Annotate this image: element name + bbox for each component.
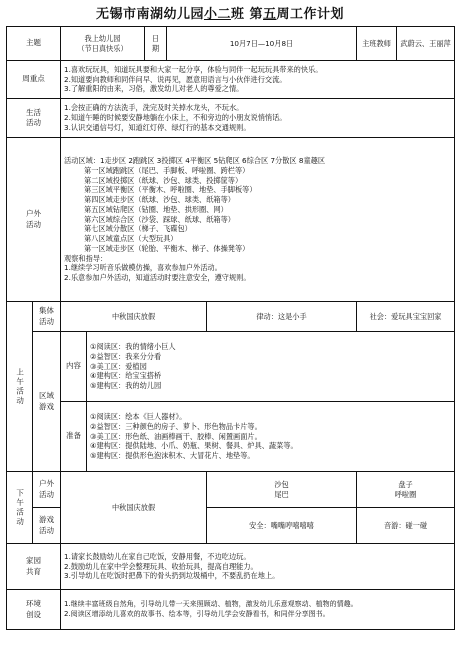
life-label-2: 活动 [26,118,41,127]
afternoon-outdoor-label-1: 户外 [39,479,54,489]
collective-item-2: 律动：这是小手 [207,302,357,332]
focus-line: 1.喜欢玩玩具，知道玩具要和大家一起分享，体验与同伴一起玩玩具带来的快乐。 [64,64,323,74]
theme-line-2: （节日真快乐） [77,43,128,53]
life-line: 2.知道午睡的时候要安静地躺在小床上，不和旁边的小朋友说悄悄话。 [64,113,287,123]
area-content-item: ①阅读区：我的情绪小巨人 [90,342,176,352]
afternoon-game-label [33,508,61,544]
outdoor-guide-line: 2.乐意参加户外活动，知道活动时要注意安全，遵守规则。 [64,272,251,282]
home-label [7,544,61,590]
focus-label: 周重点 [7,61,61,99]
plan-table [6,26,455,630]
outdoor-area-item: 第一区域跑跳区（尾巴、手脚板、呼啦圈、跨栏等） [84,166,250,176]
date-value: 10月7日—10月8日 [167,27,357,61]
outdoor-row [7,138,455,302]
focus-line: 3.了解重阳的由来，习俗，激发幼儿对老人的尊爱之情。 [64,84,244,94]
teacher-label: 主班教师 [357,27,397,61]
outdoor-area-item: 第七区域分散区（梯子、飞碟包） [84,224,192,234]
environment-label-2: 创设 [26,609,41,619]
area-prep-row [7,402,455,472]
area-label-1: 区域 [39,391,54,401]
outdoor-area-item: 第三区域平衡区（平衡木、呼啦圈、地垫、手脚板等） [84,185,257,195]
environment-line: 2.阅读区增添幼儿喜欢的故事书、绘本等，引导幼儿学会安静看书，和同伴分享图书。 [64,609,330,618]
environment-label [7,590,61,630]
afternoon-outdoor-a [207,472,357,508]
content-label: 内容 [61,332,87,402]
prep-label: 准备 [61,402,87,472]
area-prep-item: ①阅读区：绘本《巨人器材》。 [90,412,187,422]
outdoor-intro: 活动区域：1走步区 2跑跳区 3投掷区 4平衡区 5钻爬区 6综合区 7分散区 8童趣区 [64,156,326,166]
afternoon-game-label-2: 活动 [39,525,54,535]
header-row [7,27,455,61]
life-line: 3.认识交通信号灯，知道红灯停、绿灯行的基本交通规则。 [64,122,251,132]
theme-line-1: 我上幼儿园 [84,33,121,43]
afternoon-outdoor-b-line: 盘子 [398,479,413,489]
area-prep-item: ⑤建构区：提供形色泡沫积木、大冒花片、地垫等。 [90,451,255,461]
title-week: 五 [263,7,277,22]
afternoon-outdoor-b-line: 呼啦圈 [394,489,417,499]
home-content [61,544,455,590]
home-line: 3.引导幼儿在吃饭时把鼻下的骨头扔到垃圾桶中，不要乱扔在地上。 [64,571,280,581]
area-label-2: 游戏 [39,401,54,411]
outdoor-label [7,138,61,302]
afternoon-game-b: 音游：碰一碰 [357,508,455,544]
afternoon-game-a: 安全：嘴嘴哼嘻嘻嘻 [207,508,357,544]
outdoor-area-item: 第二区域投掷区（纸球、沙包、球类、投掷筐等） [84,175,243,185]
afternoon-outdoor-a-line: 沙包 [274,479,289,489]
life-line: 1.会按正确的方法洗手，洗完及时关掉水龙头，不玩水。 [64,103,244,113]
afternoon-holiday: 中秋国庆放假 [61,472,207,544]
afternoon-game-label-1: 游戏 [39,515,54,525]
outdoor-area-item: 第五区域钻爬区（钻圈、地垫、拱形圈、网） [84,204,228,214]
focus-row [7,61,455,99]
afternoon-outdoor-b [357,472,455,508]
area-prep-item: ④建构区：提供陆地、小爪、奶瓶、果树、餐具、炉具、蔬菜等。 [90,441,298,451]
date-label [145,27,167,61]
title-mid: 班 第 [230,7,264,22]
environment-content [61,590,455,630]
area-content-row [7,332,455,402]
morning-section-label [7,302,33,472]
area-prep [87,402,455,472]
afternoon-outdoor-a-line: 尾巴 [274,489,289,499]
life-row [7,99,455,138]
outdoor-guide-title: 观察和指导： [64,253,108,263]
collective-item-1: 中秋国庆放假 [61,302,207,332]
afternoon-outdoor-label [33,472,61,508]
area-content [87,332,455,402]
page-title [0,3,440,22]
life-content [61,99,455,138]
area-content-item: ④建构区：给宝宝搭桥 [90,371,162,381]
outdoor-label-2: 活动 [26,219,41,229]
theme-value [61,27,145,61]
morning-section-text: 上午活动 [15,367,25,406]
teacher-names: 武蔚云、王丽萍 [397,27,455,61]
area-prep-item: ②益智区：三种颜色的房子、萝卜、形色物品卡片等。 [90,421,262,431]
theme-label: 主题 [7,27,61,61]
home-row [7,544,455,590]
afternoon-section-text: 下午活动 [15,488,25,527]
environment-row [7,590,455,630]
outdoor-area-item: 第八区域童点区（大型玩具） [84,234,178,244]
outdoor-area-item: 第六区域综合区（沙袋、踩球、纸球、纸箱等） [84,214,235,224]
collective-label-1: 集体 [39,306,54,316]
area-content-item: ③美工区：爱植园 [90,361,147,371]
home-label-1: 家园 [26,556,41,566]
life-label-1: 生活 [26,107,41,117]
date-label-2: 期 [151,43,160,53]
outdoor-content [61,138,455,302]
date-label-1: 日 [151,33,160,43]
life-label [7,99,61,138]
focus-line: 2.知道要向教师和同伴问早、说再见，愿意用语言与小伙伴进行交流。 [64,74,287,84]
collective-label [33,302,61,332]
home-line: 2.鼓励幼儿在家中学会整理玩具、收拾玩具，提高自理能力。 [64,561,258,571]
afternoon-outdoor-row [7,472,455,508]
title-kindergarten: 无锡市南湖幼儿园 [95,7,204,22]
focus-content [61,61,455,99]
afternoon-outdoor-label-2: 活动 [39,489,54,499]
collective-label-2: 活动 [39,316,54,326]
home-label-2: 共育 [26,566,41,576]
environment-line: 1.继续丰富班级自然角，引导幼儿带一天来照顾动、植物，激发幼儿乐意观察动、植物的情趣。 [64,600,358,609]
outdoor-label-1: 户外 [26,209,41,219]
area-content-item: ⑤建构区：我的幼儿园 [90,381,162,391]
home-line: 1.请家长鼓励幼儿在家自己吃饭，安静用餐，不边吃边玩。 [64,551,251,561]
collective-item-3: 社会：爱玩具宝宝回家 [357,302,455,332]
title-class: 小二 [203,7,231,22]
area-label [33,332,61,472]
title-suffix: 周工作计划 [276,7,345,22]
morning-collective-row [7,302,455,332]
area-prep-item: ③美工区：形色纸、油画棒画干、胶棒、闲置画面片。 [90,431,262,441]
outdoor-area-item: 第一区域走步区（轮胎、平衡木、梯子、体操凳等） [84,243,250,253]
environment-label-1: 环境 [26,599,41,609]
outdoor-guide-line: 1.继续学习听音乐做模仿操，喜欢参加户外活动。 [64,263,222,273]
outdoor-area-item: 第四区域走步区（纸球、沙包、球类、纸箱等） [84,195,235,205]
area-content-item: ②益智区：我来分分看 [90,351,162,361]
afternoon-section-label [7,472,33,544]
